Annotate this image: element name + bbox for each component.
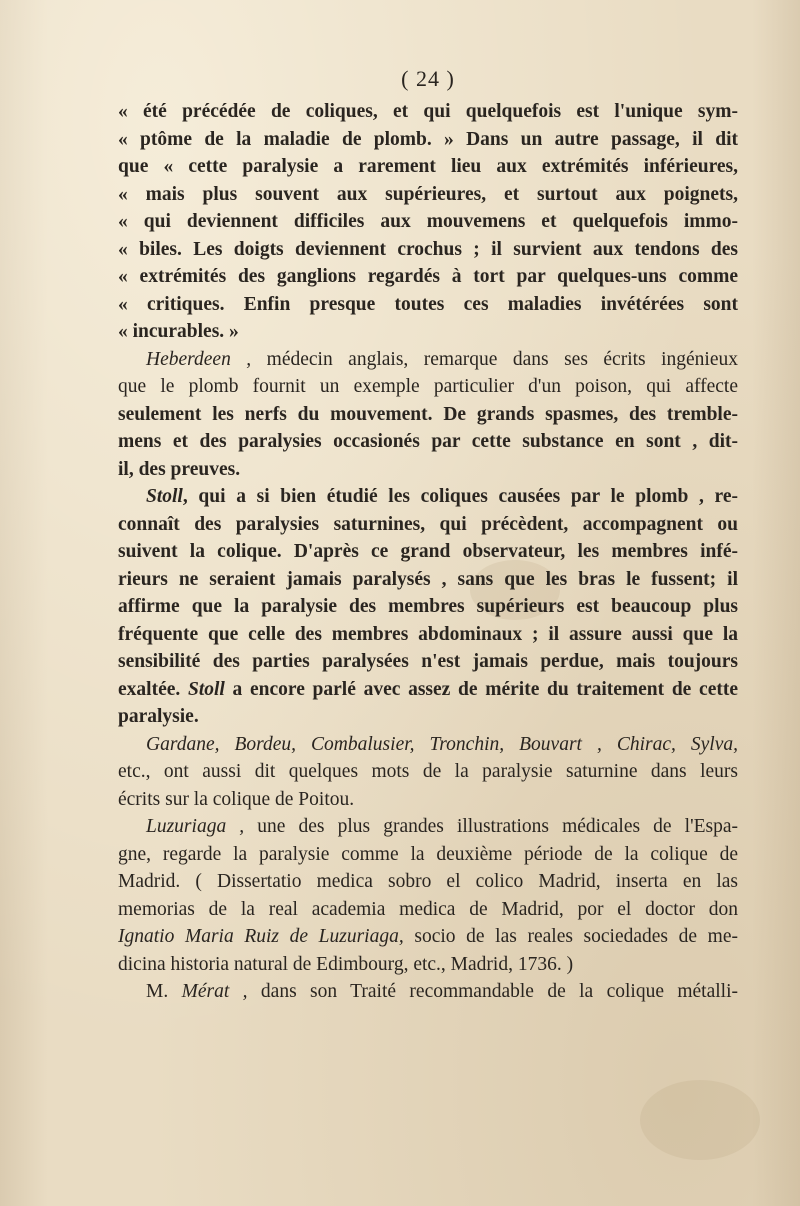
text-line: mens et des paralysies occasionés par cette substance en sont , dit- bbox=[118, 431, 738, 452]
text-line: « ptôme de la maladie de plomb. » Dans un autre passage, il dit bbox=[118, 128, 738, 150]
text-segment: exaltée. bbox=[118, 678, 188, 700]
text-line bbox=[118, 483, 738, 511]
text-line: suivent la colique. D'après ce grand observateur, les membres infé- bbox=[118, 541, 738, 562]
text-line: que « cette paralysie a rarement lieu aux extrémités inférieures, bbox=[118, 156, 738, 177]
text-line: « été précédée de coliques, et qui quelquefois est l'unique sym- bbox=[118, 101, 738, 122]
text-segment: une des plus grandes illustrations médicales de l'Espa- bbox=[244, 816, 738, 837]
text-segment: M. bbox=[146, 981, 182, 1002]
book-page bbox=[118, 64, 738, 1006]
italic-segment: Luzuriaga , bbox=[146, 816, 245, 837]
text-line: « mais plus souvent aux supérieures, et surtout aux poignets, bbox=[118, 183, 738, 205]
text-line bbox=[118, 346, 738, 374]
text-line: il, des preuves. bbox=[118, 458, 241, 480]
body-text bbox=[118, 98, 738, 1006]
text-line: seulement les nerfs du mouvement. De grands spasmes, des tremble- bbox=[118, 403, 738, 425]
page-number: ( 24 ) bbox=[401, 66, 455, 91]
text-line: paralysie. bbox=[118, 706, 199, 727]
text-line bbox=[118, 923, 738, 951]
text-line: « extrémités des ganglions regardés à tort par quelques-uns comme bbox=[118, 266, 738, 287]
italic-segment: Stoll bbox=[187, 678, 225, 700]
text-segment: socio de las reales sociedades de me- bbox=[403, 926, 738, 947]
italic-segment: Heberdeen , bbox=[146, 348, 252, 370]
text-line: memorias de la real academia medica de Madrid, por el doctor don bbox=[118, 898, 738, 920]
text-line: fréquente que celle des membres abdominaux ; il assure aussi que la bbox=[118, 623, 738, 645]
text-line bbox=[118, 731, 738, 759]
text-segment: , qui a si bien étudié les coliques causées par le plomb , re- bbox=[182, 486, 738, 507]
text-line: « biles. Les doigts deviennent crochus ; il survient aux tendons des bbox=[118, 238, 738, 260]
text-line: « critiques. Enfin presque toutes ces maladies invétérées sont bbox=[118, 293, 738, 315]
text-line bbox=[118, 978, 738, 1006]
text-line bbox=[118, 676, 738, 704]
text-line: « qui deviennent difficiles aux mouvemens et quelquefois immo- bbox=[118, 211, 738, 232]
text-line: etc., ont aussi dit quelques mots de la paralysie saturnine dans leurs bbox=[118, 761, 738, 782]
text-line bbox=[118, 813, 738, 841]
italic-segment: Stoll bbox=[146, 486, 183, 507]
text-line: Madrid. ( Dissertatio medica sobro el colico Madrid, inserta en las bbox=[118, 871, 738, 892]
italic-segment: Gardane, Bordeu, Combalusier, Tronchin, Bouvart , Chirac, Sylva, bbox=[146, 733, 738, 755]
text-line: écrits sur la colique de Poitou. bbox=[118, 788, 355, 810]
text-line: affirme que la paralysie des membres supérieurs est beaucoup plus bbox=[118, 596, 738, 617]
text-segment: a encore parlé avec assez de mérite du traitement de cette bbox=[224, 678, 738, 700]
text-line: connaît des paralysies saturnines, qui précèdent, accompagnent ou bbox=[118, 513, 738, 535]
paper-stain bbox=[640, 1080, 760, 1160]
text-segment: dans son Traité recommandable de la colique métalli- bbox=[247, 981, 738, 1002]
italic-segment: Ignatio Maria Ruiz de Luzuriaga, bbox=[118, 926, 404, 947]
text-segment: médecin anglais, remarque dans ses écrits ingénieux bbox=[251, 348, 738, 370]
text-line: dicina historia natural de Edimbourg, etc., Madrid, 1736. ) bbox=[118, 953, 574, 975]
text-line: sensibilité des parties paralysées n'est jamais perdue, mais toujours bbox=[118, 651, 738, 672]
italic-segment: Mérat , bbox=[181, 981, 248, 1002]
text-line: gne, regarde la paralysie comme la deuxième période de la colique de bbox=[118, 843, 738, 865]
text-line: « incurables. » bbox=[118, 321, 239, 342]
text-line: que le plomb fournit un exemple particulier d'un poison, qui affecte bbox=[118, 376, 738, 397]
text-line: rieurs ne seraient jamais paralysés , sans que les bras le fussent; il bbox=[118, 568, 738, 590]
